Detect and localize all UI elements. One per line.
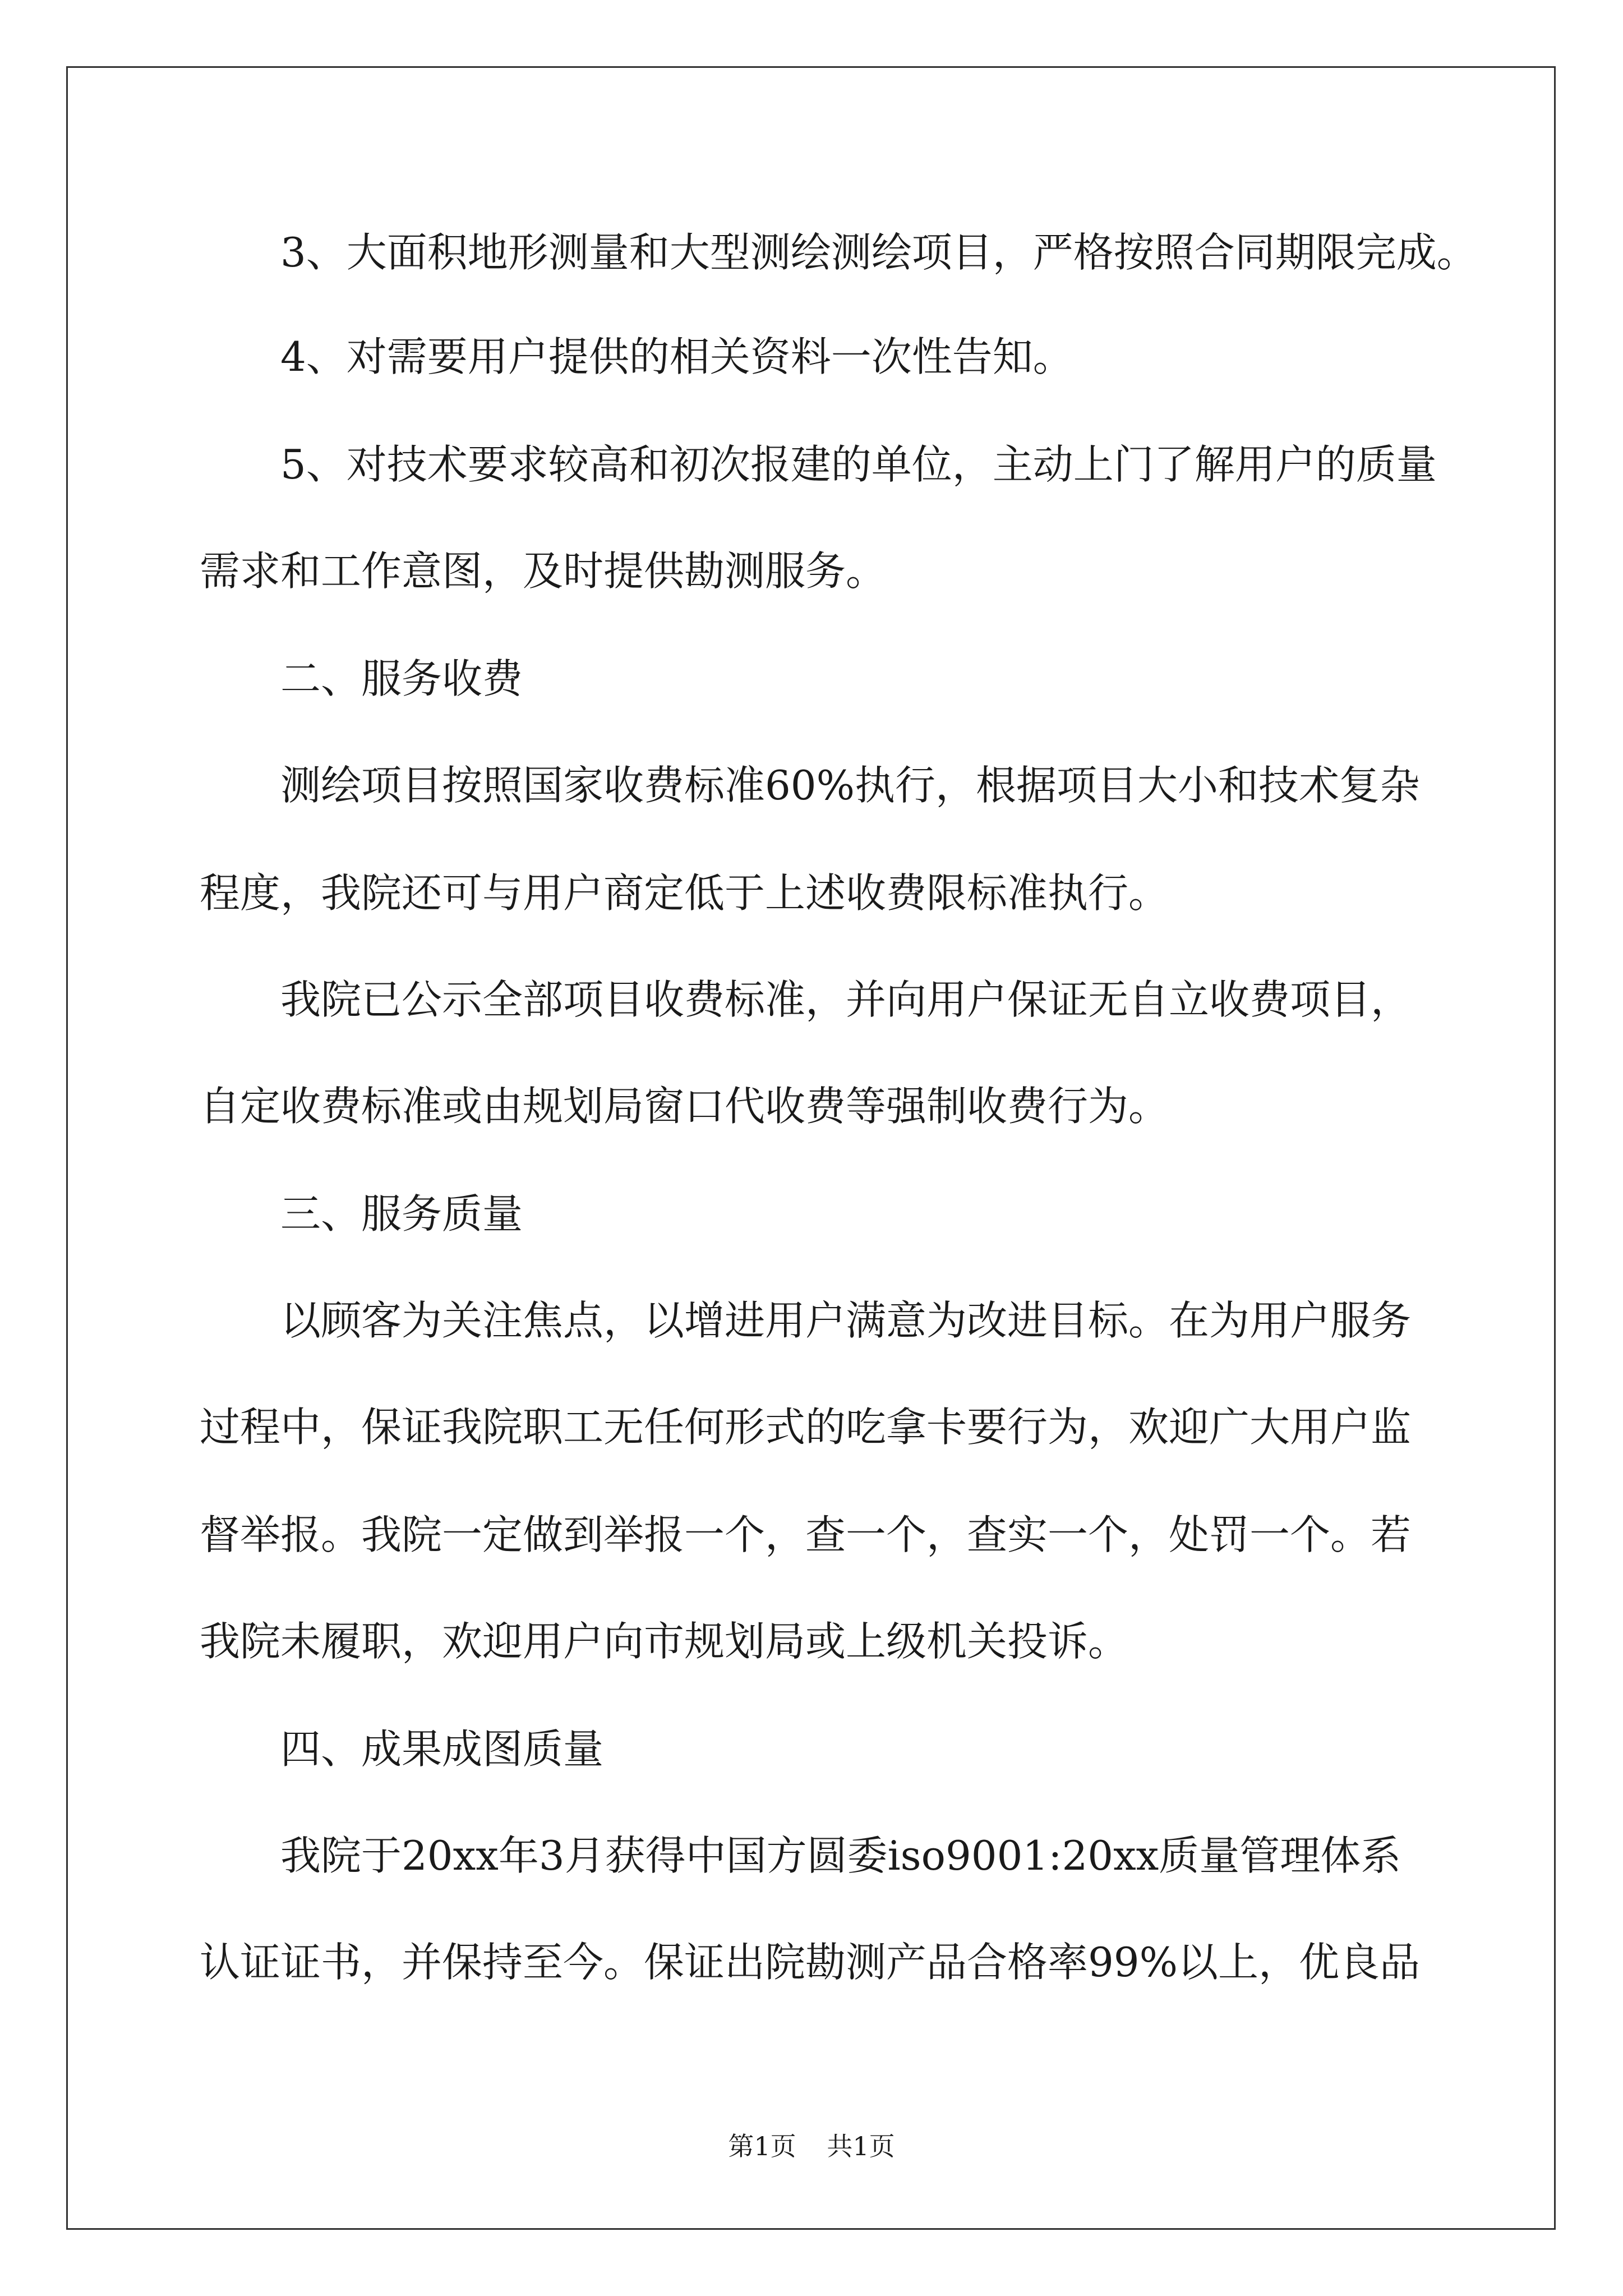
page-footer (0, 2126, 1623, 2163)
page-total: 共1页 (827, 2131, 895, 2161)
page-border (66, 66, 1556, 2230)
text-line: 认证证书，并保持至今。保证出院勘测产品合格率99%以上，优良品 (200, 1939, 1421, 1986)
text-line: 我院于20xx年3月获得中国方圆委iso9001:20xx质量管理体系 (280, 1832, 1401, 1879)
text-line: 自定收费标准或由规划局窗口代收费等强制收费行为。 (200, 1083, 1169, 1130)
page-number: 第1页 (728, 2131, 796, 2161)
text-line: 我院已公示全部项目收费标准，并向用户保证无自立收费项目， (280, 976, 1412, 1023)
text-line: 以顾客为关注焦点，以增进用户满意为改进目标。在为用户服务 (280, 1297, 1412, 1344)
text-line: 3、大面积地形测量和大型测绘测绘项目，严格按照合同期限完成。 (280, 229, 1477, 276)
text-line: 测绘项目按照国家收费标准60%执行，根据项目大小和技术复杂 (280, 762, 1421, 809)
section-heading: 三、服务质量 (280, 1190, 523, 1237)
section-heading: 二、服务收费 (280, 655, 523, 702)
text-line: 我院未履职，欢迎用户向市规划局或上级机关投诉。 (200, 1618, 1129, 1665)
text-line: 过程中，保证我院职工无任何形式的吃拿卡要行为，欢迎广大用户监 (200, 1404, 1412, 1451)
text-line: 4、对需要用户提供的相关资料一次性告知。 (280, 333, 1073, 380)
text-line: 需求和工作意图，及时提供勘测服务。 (200, 547, 887, 595)
text-line: 5、对技术要求较高和初次报建的单位，主动上门了解用户的质量 (280, 441, 1437, 488)
section-heading: 四、成果成图质量 (280, 1726, 604, 1773)
text-line: 程度，我院还可与用户商定低于上述收费限标准执行。 (200, 869, 1169, 917)
text-line: 督举报。我院一定做到举报一个，查一个，查实一个，处罚一个。若 (200, 1511, 1412, 1558)
